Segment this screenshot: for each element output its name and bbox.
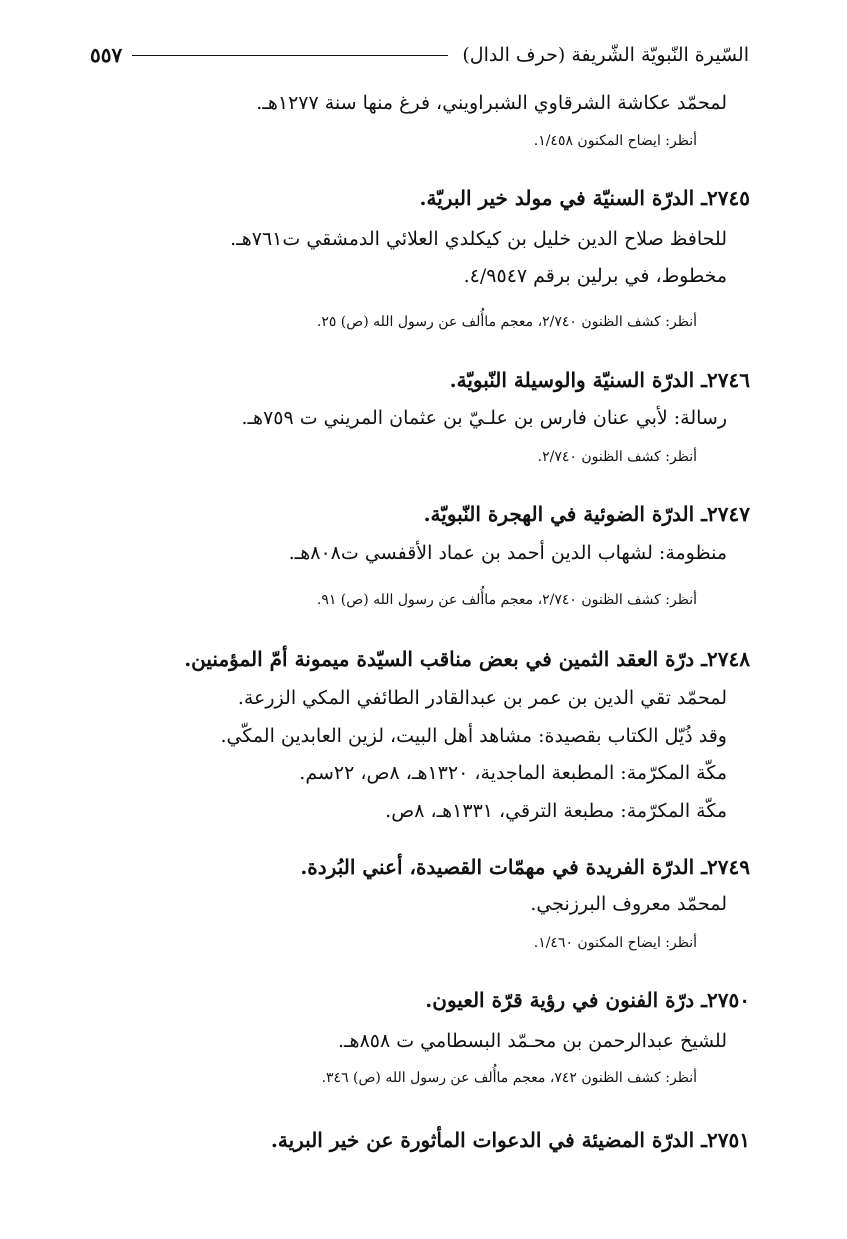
page-number: ٥٥٧ [90, 43, 123, 67]
body-line: وقد ذُيّل الكتاب بقصيدة: مشاهد أهل البيت، لزين العابدين المكّي. [220, 725, 727, 747]
reference-line: أنظر: ايضاح المكنون ١/٤٥٨. [533, 133, 697, 149]
header-rule [132, 55, 448, 56]
reference-line: أنظر: ايضاح المكنون ١/٤٦٠. [533, 935, 697, 951]
running-header [90, 38, 749, 72]
header-title: السّيرة النّبويّة الشّريفة (حرف الدال) [462, 44, 749, 66]
body-line: لمحمّد معروف البرزنجي. [530, 893, 727, 915]
body-line: رسالة: لأبي عنان فارس بن علـيّ بن عثمان المريني ت ٧٥٩هـ. [241, 407, 727, 429]
entry-title-2750: ٢٧٥٠ـ درّة الفنون في رؤية قرّة العيون. [425, 988, 750, 1012]
body-line: لمحمّد تقي الدين بن عمر بن عبدالقادر الطائفي المكي الزرعة. [237, 687, 727, 709]
entry-title-2745: ٢٧٤٥ـ الدرّة السنيّة في مولد خير البريّة. [419, 186, 750, 210]
entry-title-2749: ٢٧٤٩ـ الدرّة الفريدة في مهمّات القصيدة، أعني البُردة. [300, 855, 750, 879]
reference-line: أنظر: كشف الظنون ٧٤٢، معجم ماأُلف عن رسول الله (ص) ٣٤٦. [321, 1070, 697, 1086]
reference-line: أنظر: كشف الظنون ٢/٧٤٠، معجم ماأُلف عن رسول الله (ص) ٢٥. [316, 314, 697, 330]
entry-title-2748: ٢٧٤٨ـ درّة العقد الثمين في بعض مناقب السيّدة ميمونة أمّ المؤمنين. [184, 647, 750, 671]
entry-title-2746: ٢٧٤٦ـ الدرّة السنيّة والوسيلة النّبويّة. [449, 368, 750, 392]
body-line: مخطوط، في برلين برقم ٤/٩٥٤٧. [463, 265, 727, 287]
reference-line: أنظر: كشف الظنون ٢/٧٤٠. [537, 449, 697, 465]
body-line: للشيخ عبدالرحمن بن محـمّد البسطامي ت ٨٥٨هـ. [337, 1030, 727, 1052]
entry-title-2747: ٢٧٤٧ـ الدرّة الضوئية في الهجرة النّبويّة. [423, 502, 750, 526]
body-line: مكّة المكرّمة: مطبعة الترقي، ١٣٣١هـ، ٨ص. [385, 800, 727, 822]
reference-line: أنظر: كشف الظنون ٢/٧٤٠، معجم ماأُلف عن رسول الله (ص) ٩١. [316, 592, 697, 608]
body-line: لمحمّد عكاشة الشرقاوي الشبراويني، فرغ منها سنة ١٢٧٧هـ. [256, 92, 727, 114]
body-line: للحافظ صلاح الدين خليل بن كيكلدي العلائي الدمشقي ت٧٦١هـ. [230, 228, 727, 250]
entry-title-2751: ٢٧٥١ـ الدرّة المضيئة في الدعوات المأثورة عن خير البرية. [270, 1128, 750, 1152]
body-line: منظومة: لشهاب الدين أحمد بن عماد الأقفسي ت٨٠٨هـ. [288, 542, 727, 564]
body-line: مكّة المكرّمة: المطبعة الماجدية، ١٣٢٠هـ، ٨ص، ٢٢سم. [299, 762, 727, 784]
